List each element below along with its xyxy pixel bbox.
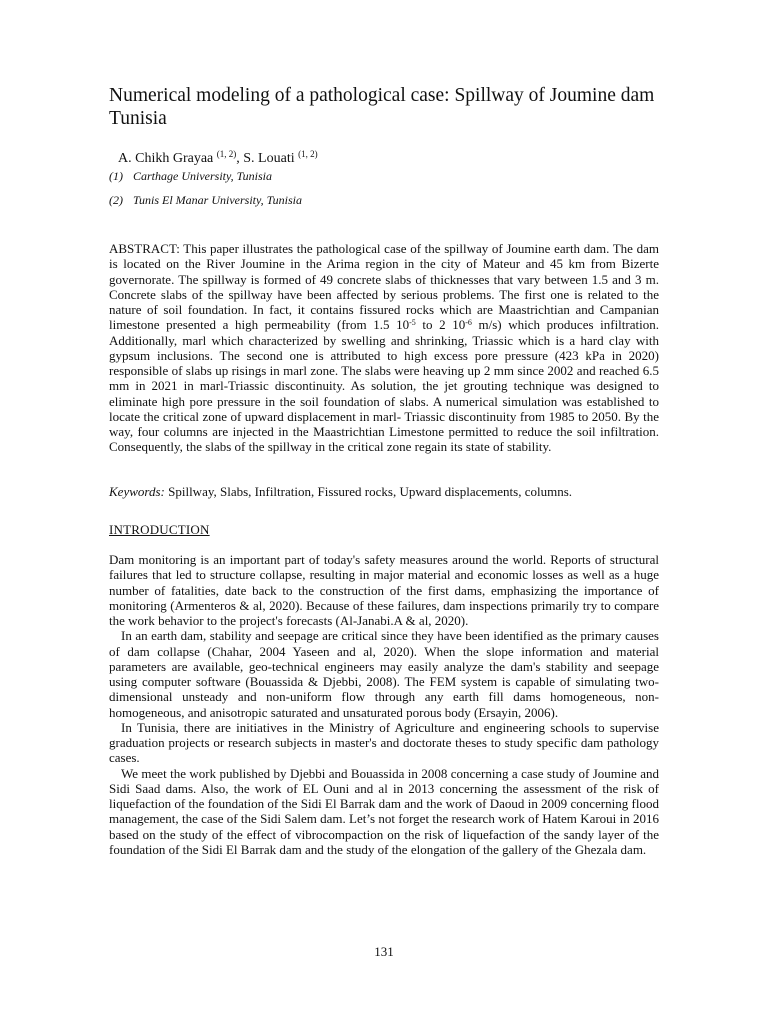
- introduction-paragraph: Dam monitoring is an important part of today's safety measures around the world. Reports of structural failures that led to structure collapse, resulting in major material and economic losses as well as a huge number of fatalities, date back to the construction of the first dams, emphasizing the importance of monitoring (Armenteros & al, 2020). Because of these failures, dam inspections primarily try to compare the work behavior to the project's forecasts (Al-Janabi.A & al, 2020).: [109, 552, 659, 628]
- affiliation-2: [109, 193, 302, 208]
- author-affiliation-mark: (1, 2): [216, 149, 237, 159]
- keywords-text: Spillway, Slabs, Infiltration, Fissured rocks, Upward displacements, columns.: [164, 484, 573, 499]
- introduction-paragraph: We meet the work published by Djebbi and Bouassida in 2008 concerning a case study of Joumine and Sidi Saad dams. Also, the work of EL Ouni and al in 2013 concerning the assessment of the risk of liquefaction of the foundation of the Sidi El Barrak dam and the work of Daoud in 2009 concerning flood management, the case of the Sidi Salem dam. Let’s not forget the research work of Hatem Karoui in 2016 based on the study of the effect of vibrocompaction on the risk of liquefaction of the sandy layer of the foundation of the Sidi El Barrak dam and the study of the elongation of the gallery of the Ghezala dam.: [109, 765, 659, 857]
- keywords-label: Keywords:: [109, 484, 165, 499]
- affiliation-text: Carthage University, Tunisia: [133, 169, 273, 183]
- author-separator: ,: [236, 151, 244, 166]
- introduction-paragraph: In Tunisia, there are initiatives in the Ministry of Agriculture and engineering schools to supervise graduation projects or research subjects in master's and doctorate theses to study specific dam pathology cases.: [109, 719, 659, 766]
- abstract-exponent: -5: [409, 318, 416, 328]
- abstract: [109, 241, 659, 455]
- abstract-text: ABSTRACT: This paper illustrates the pathological case of the spillway of Joumine earth dam. The dam is located on the River Joumine in the Arima region in the city of Mateur and 45 km from Bizerte governorate. The spillway is formed of 49 concrete slabs of thicknesses that vary between 1.5 and 3 m. Concrete slabs of the spillway have been affected by serious problems. The first one is related to the nature of soil foundation. In fact, it contains fissured rocks which are Maastrichtian and Campanian limestone presented a high permeability (from 1.5 10: [109, 241, 659, 333]
- author-name: A. Chikh Grayaa: [118, 151, 214, 166]
- author-affiliation-mark: (1, 2): [298, 149, 318, 159]
- author-name: S. Louati: [243, 151, 295, 166]
- author-list: [118, 150, 318, 168]
- abstract-exponent: -6: [465, 318, 472, 328]
- keywords: [109, 484, 659, 499]
- affiliation-number: (1): [109, 169, 123, 183]
- abstract-text: m/s) which produces infiltration. Additionally, marl which characterized by swelling and shrinking, Triassic which is a hard clay with gypsum inclusions. The second one is attributed to high excess pore pressure (423 kPa in 2020) responsible of slabs up risings in marl zone. The slabs were heaving up 2 mm since 2002 and reached 6.5 mm in 2021 in marl-Triassic discontinuity. As solution, the jet grouting technique was designed to eliminate high pore pressure in the soil foundation of slabs. A numerical simulation was established to locate the critical zone of upward displacement in marl- Triassic discontinuity from 1985 to 2050. By the way, four columns are injected in the Maastrichtian Limestone permitted to reduce the soil infiltration. Consequently, the slabs of the spillway in the critical zone regain its state of stability.: [109, 317, 659, 455]
- abstract-text: to 2 10: [415, 317, 466, 333]
- introduction-paragraph: In an earth dam, stability and seepage are critical since they have been identified as the primary causes of dam collapse (Chahar, 2004 Yaseen and al, 2020). When the slope information and material parameters are available, geo-technical engineers may easily analyze the dam's stability and seepage using computer software (Bouassida & Djebbi, 2008). The FEM system is capable of simulating two-dimensional unsteady and non-uniform flow through any earth fill dams homogeneous, non-homogeneous, and anisotropic saturated and unsaturated porous body (Ersayin, 2006).: [109, 628, 659, 720]
- page-number: 131: [374, 944, 394, 959]
- affiliation-1: [109, 169, 272, 184]
- paper-title: Numerical modeling of a pathological case: Spillway of Joumine dam Tunisia: [109, 85, 655, 129]
- affiliation-text: Tunis El Manar University, Tunisia: [133, 193, 303, 207]
- affiliation-number: (2): [109, 193, 123, 207]
- section-heading-introduction: INTRODUCTION: [109, 522, 210, 537]
- introduction-body: [109, 552, 659, 857]
